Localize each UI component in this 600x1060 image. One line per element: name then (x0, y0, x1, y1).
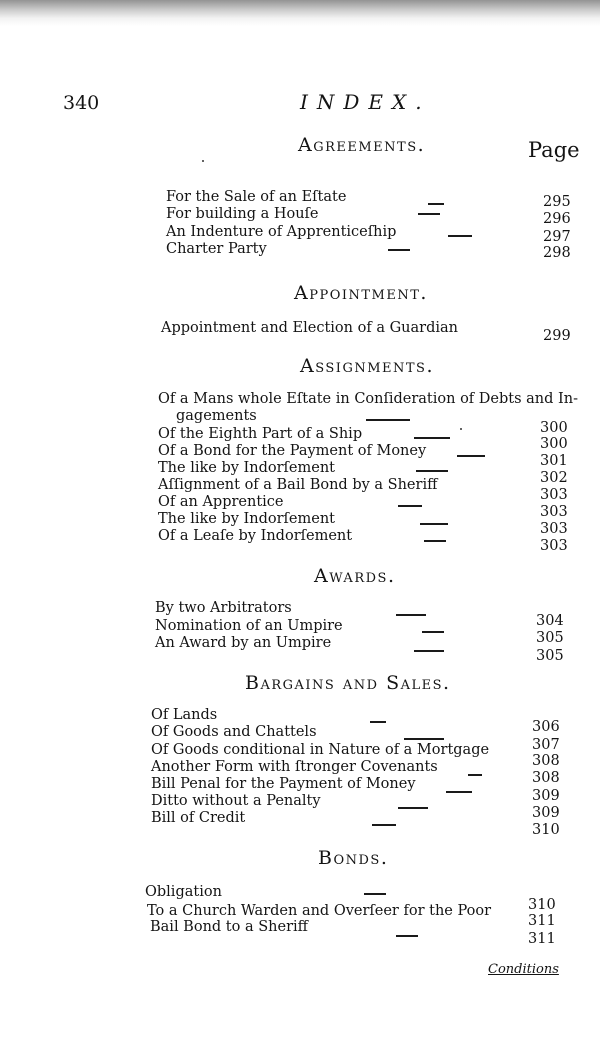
index-entry: Obligation (145, 884, 222, 900)
leader-dash (468, 774, 482, 776)
index-entry: By two Arbitrators (155, 600, 292, 616)
index-entry: Of Lands (151, 707, 218, 723)
index-entry: To a Church Warden and Overſeer for the Poor (147, 903, 492, 919)
page-ref: 307 (532, 737, 560, 753)
leader-dash (428, 203, 444, 205)
section-heading-bargains-and-sales: Bargains and Sales. (245, 672, 451, 694)
index-entry: Of a Mans whole Eſtate in Conſideration of Debts and In- (158, 391, 578, 407)
print-speck (460, 428, 462, 430)
index-entry: Of Goods and Chattels (151, 724, 317, 740)
page-ref: 299 (543, 328, 571, 344)
section-heading-appointment: Appointment. (294, 282, 428, 304)
scan-edge-shadow (0, 0, 600, 26)
page-column-header: Page (528, 138, 580, 162)
leader-dash (422, 631, 444, 633)
leader-dash (398, 807, 428, 809)
index-entry: Aſſignment of a Bail Bond by a Sheriff (158, 477, 438, 493)
section-heading-bonds: Bonds. (318, 847, 389, 869)
page-ref: 296 (543, 211, 571, 227)
page-number: 340 (63, 92, 100, 114)
leader-dash (398, 505, 422, 507)
section-heading-assignments: Assignments. (300, 355, 434, 377)
leader-dash (396, 935, 418, 937)
leader-dash (366, 419, 410, 421)
leader-dash (448, 235, 472, 237)
index-entry: Of a Leaſe by Indorſement (158, 528, 353, 544)
index-entry: Nomination of an Umpire (155, 618, 343, 634)
leader-dash (457, 455, 485, 457)
index-entry: Appointment and Election of a Guardian (161, 320, 458, 336)
page-ref: 300 (540, 436, 568, 452)
page-ref: 303 (540, 521, 568, 537)
leader-dash (416, 470, 448, 472)
page-ref: 302 (540, 470, 568, 486)
page-ref: 305 (536, 648, 564, 664)
index-entry: Another Form with ſtronger Covenants (151, 759, 438, 775)
print-speck (202, 160, 204, 162)
leader-dash (364, 893, 386, 895)
leader-dash (420, 523, 448, 525)
leader-dash (446, 791, 472, 793)
page-ref: 303 (540, 538, 568, 554)
section-heading-awards: Awards. (314, 565, 396, 587)
page-ref: 295 (543, 194, 571, 210)
page-ref: 311 (528, 931, 556, 947)
index-entry: Of an Apprentice (158, 494, 284, 510)
leader-dash (418, 213, 440, 215)
page-ref: 298 (543, 245, 571, 261)
page-ref: 310 (528, 897, 556, 913)
page-ref: 305 (536, 630, 564, 646)
page-ref: 311 (528, 913, 556, 929)
leader-dash (404, 738, 444, 740)
leader-dash (414, 650, 444, 652)
index-entry: Of Goods conditional in Nature of a Mortgage (151, 742, 490, 758)
index-entry: An Award by an Umpire (155, 635, 332, 651)
running-head: INDEX. (300, 90, 431, 114)
leader-dash (372, 824, 396, 826)
index-entry: Bill Penal for the Payment of Money (151, 776, 416, 792)
index-entry: Bill of Credit (151, 810, 246, 826)
page-ref: 308 (532, 753, 560, 769)
page-ref: 309 (532, 805, 560, 821)
page-ref: 300 (540, 420, 568, 436)
leader-dash (388, 249, 410, 251)
page-ref: 310 (532, 822, 560, 838)
index-entry: Ditto without a Penalty (151, 793, 321, 809)
page-ref: 297 (543, 229, 571, 245)
index-entry: For the Sale of an Eſtate (166, 189, 347, 205)
leader-dash (396, 614, 426, 616)
leader-dash (414, 437, 450, 439)
page-ref: 303 (540, 487, 568, 503)
page-ref: 303 (540, 504, 568, 520)
index-entry: Of the Eighth Part of a Ship (158, 426, 363, 442)
catchword: Conditions (488, 962, 559, 977)
index-entry: The like by Indorſement (158, 511, 335, 527)
index-entry: Bail Bond to a Sheriff (150, 919, 308, 935)
page-ref: 308 (532, 770, 560, 786)
index-entry: Of a Bond for the Payment of Money (158, 443, 427, 459)
leader-dash (370, 721, 386, 723)
page-ref: 306 (532, 719, 560, 735)
leader-dash (424, 540, 446, 542)
index-entry: An Indenture of Apprenticeſhip (166, 224, 397, 240)
index-entry: The like by Indorſement (158, 460, 335, 476)
index-entry: For building a Houſe (166, 206, 319, 222)
index-entry-continuation: gagements (176, 408, 257, 424)
index-entry: Charter Party (166, 241, 267, 257)
page-ref: 304 (536, 613, 564, 629)
page-ref: 309 (532, 788, 560, 804)
page-ref: 301 (540, 453, 568, 469)
section-heading-agreements: Agreements. (298, 134, 426, 156)
